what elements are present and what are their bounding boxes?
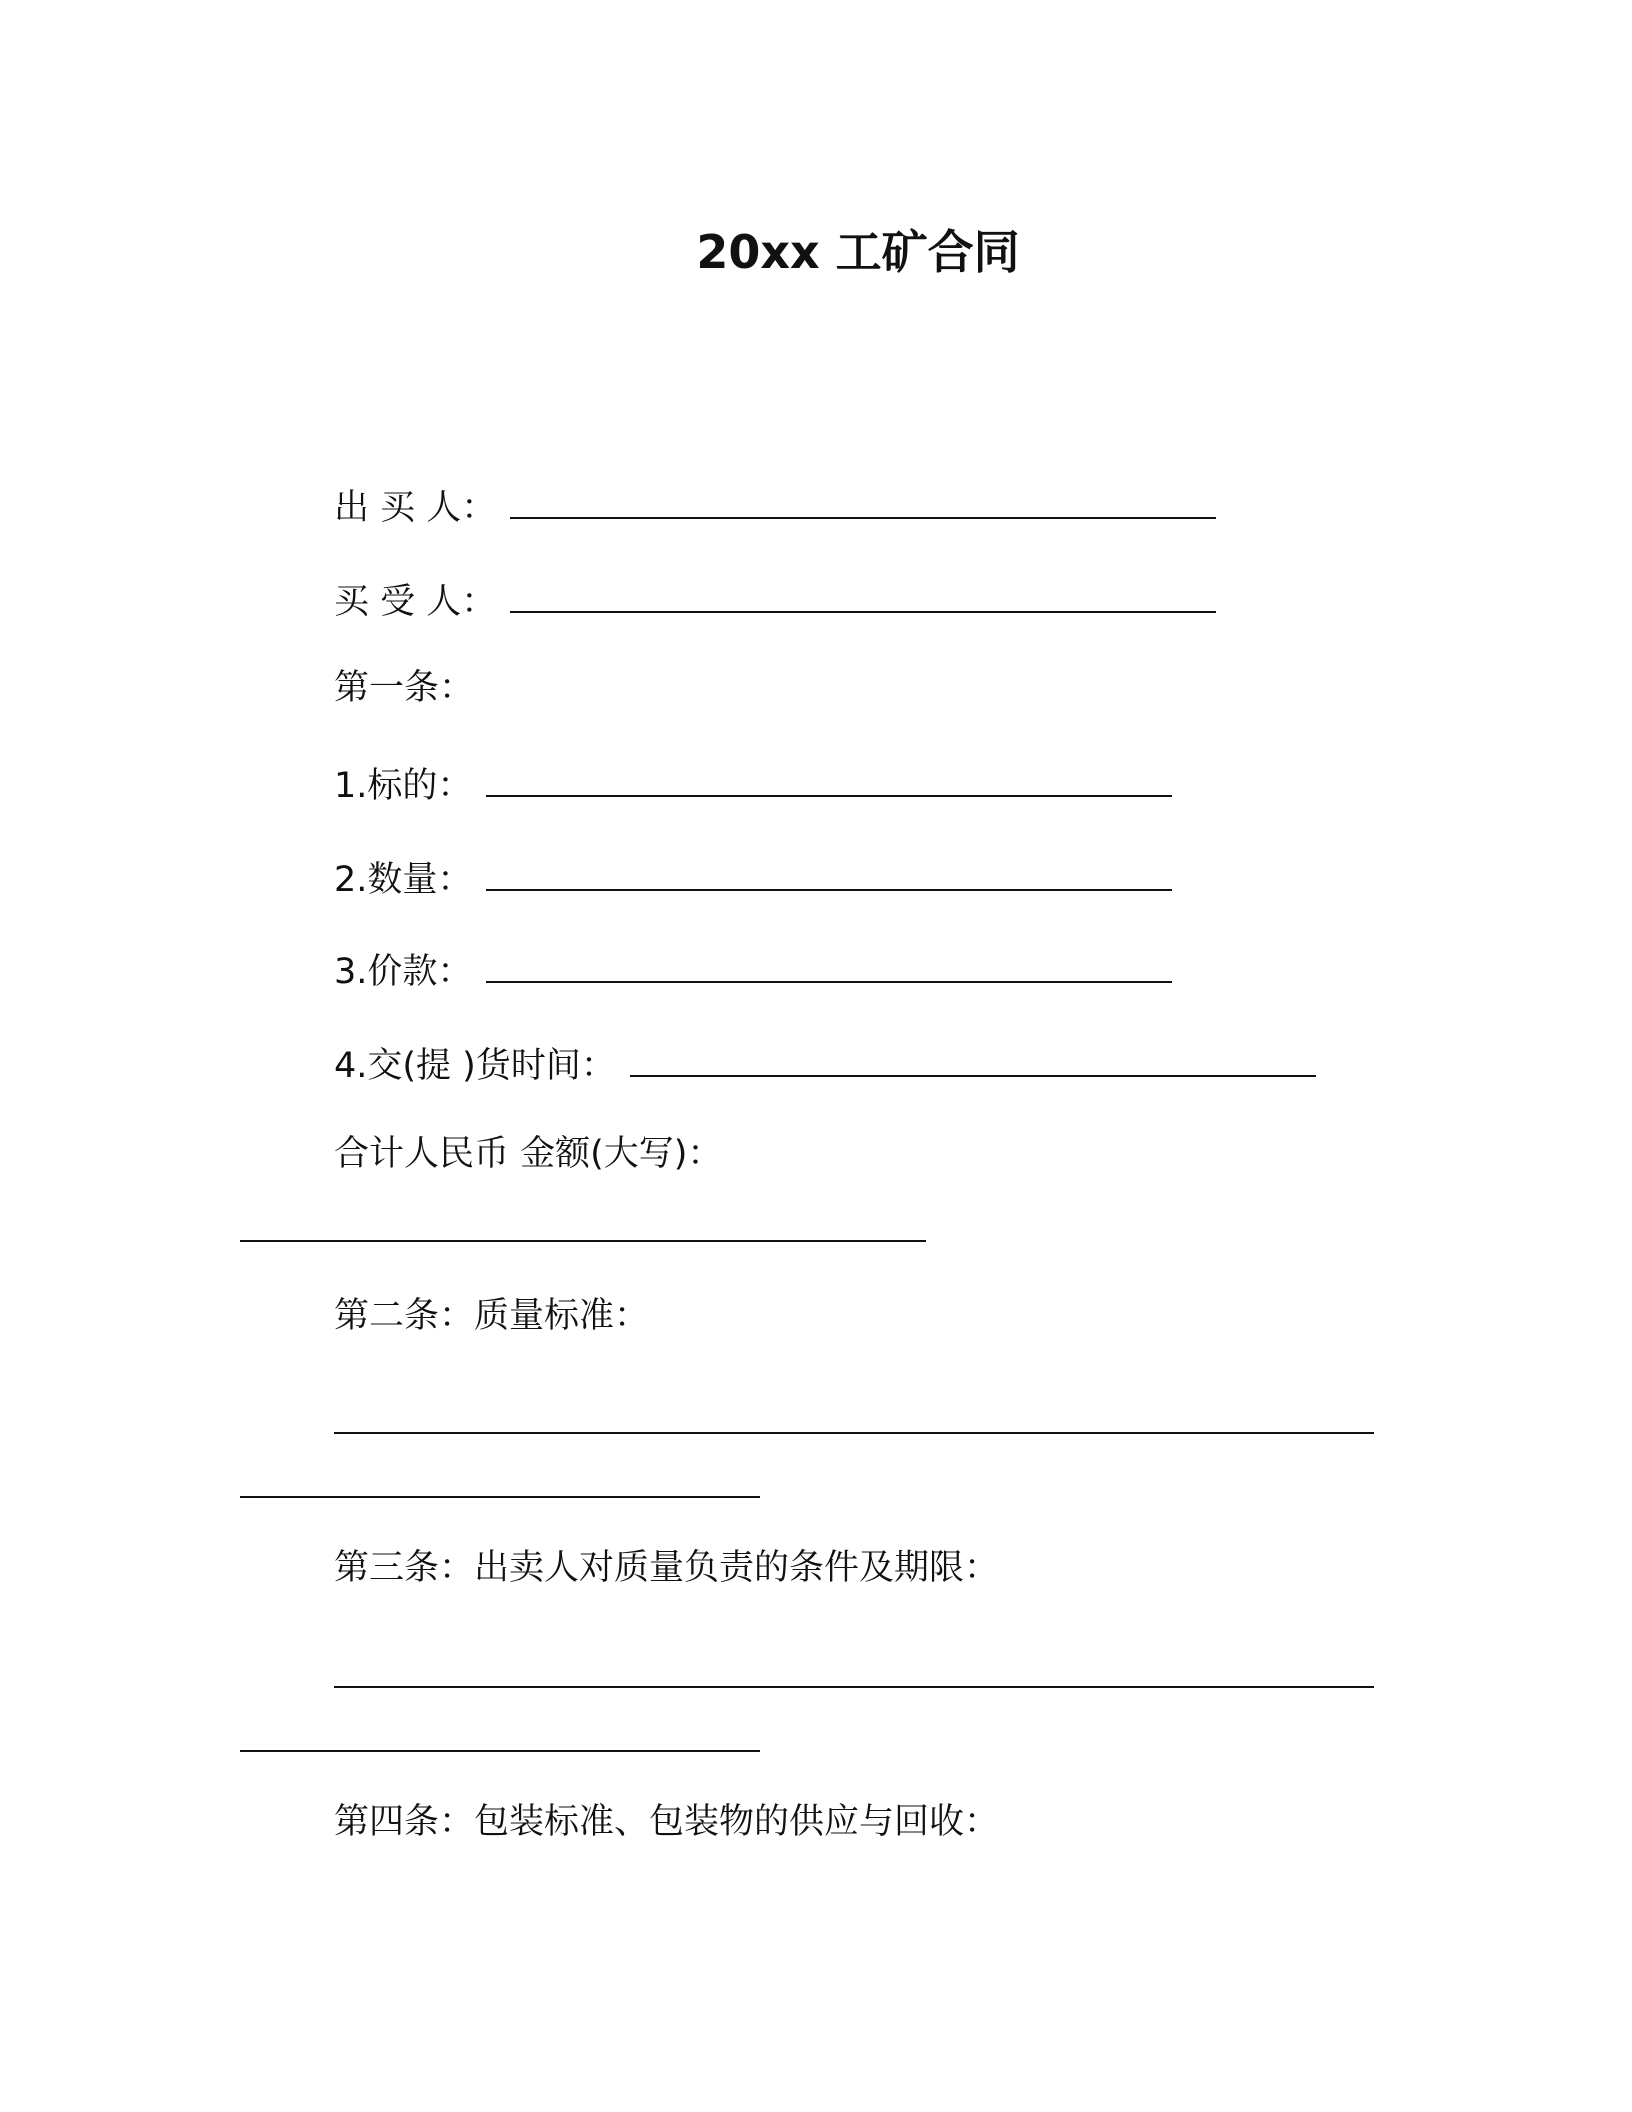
item-3-label: 3.价款： [334,952,473,992]
item-4-line [334,1042,1316,1090]
article-3-blank-1[interactable] [334,1686,1374,1688]
article-3-blank-2[interactable] [240,1750,760,1752]
article-3-heading: 第三条：出卖人对质量负责的条件及期限： [334,1548,1000,1588]
item-2-label: 2.数量： [334,860,473,900]
item-1-label: 1.标的： [334,766,473,806]
item-1-line [334,762,1172,810]
article-4-heading: 第四条：包装标准、包装物的供应与回收： [334,1802,1000,1842]
total-amount-label: 合计人民币 金额(大写)： [334,1134,723,1174]
item-3-line [334,948,1172,996]
item-2-blank[interactable] [486,857,1172,891]
document-title: 20xx 工矿合同 [696,225,1020,279]
article-2-blank-2[interactable] [240,1496,760,1498]
seller-line [334,484,1216,532]
article-1-heading: 第一条： [334,668,475,708]
article-2-blank-1[interactable] [334,1432,1374,1434]
item-3-blank[interactable] [486,949,1172,983]
item-4-label: 4.交(提 )货时间： [334,1046,616,1086]
seller-label: 出 买 人： [334,488,497,528]
item-2-line [334,856,1172,904]
item-1-blank[interactable] [486,763,1172,797]
total-amount-blank[interactable] [240,1240,926,1242]
article-2-heading: 第二条：质量标准： [334,1296,650,1336]
buyer-label: 买 受 人： [334,582,497,622]
buyer-blank[interactable] [510,579,1216,613]
seller-blank[interactable] [510,485,1216,519]
item-4-blank[interactable] [630,1043,1316,1077]
buyer-line [334,578,1216,626]
